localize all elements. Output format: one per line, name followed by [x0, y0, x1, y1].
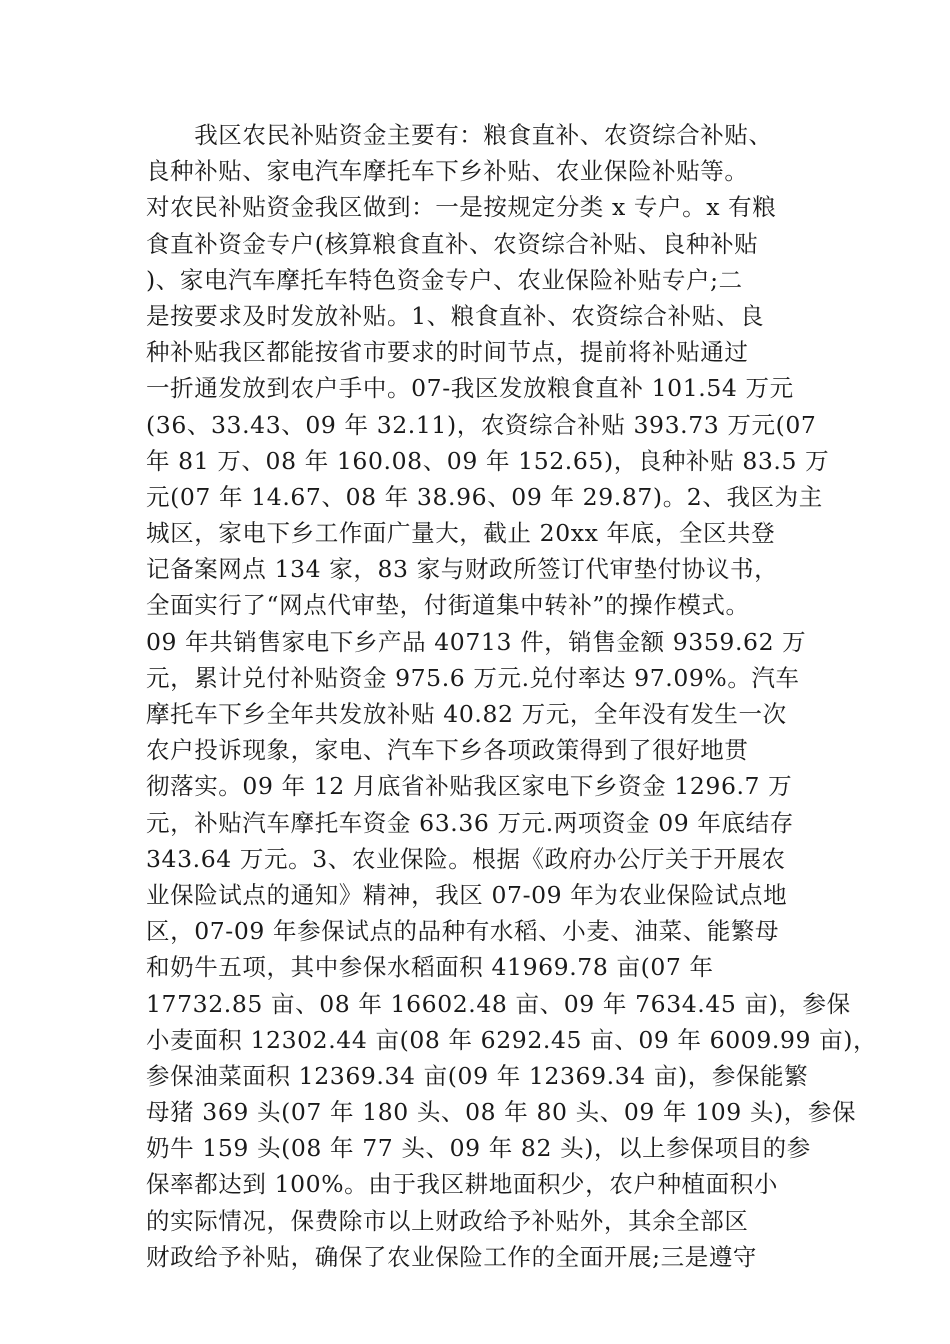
text-line: 09 年共销售家电下乡产品 40713 件，销售金额 9359.62 万 — [146, 627, 807, 656]
text-line: 母猪 369 头(07 年 180 头、08 年 80 头、09 年 109 头)，参保 — [146, 1098, 857, 1127]
text-line: 财政给予补贴，确保了农业保险工作的全面开展;三是遵守 — [146, 1242, 758, 1271]
text-line: 城区，家电下乡工作面广量大，截止 20xx 年底，全区共登 — [146, 519, 776, 548]
text-line: 小麦面积 12302.44 亩(08 年 6292.45 亩、09 年 6009.99 亩)， — [146, 1025, 878, 1054]
text-line: (36、33.43、09 年 32.11)，农资综合补贴 393.73 万元(07 — [146, 410, 817, 439]
body-paragraph — [146, 117, 878, 1275]
text-line: 元，累计兑付补贴资金 975.6 万元.兑付率达 97.09%。汽车 — [146, 663, 800, 692]
text-line: 食直补资金专户(核算粮食直补、农资综合补贴、良种补贴 — [146, 229, 759, 258]
text-line: 区，07-09 年参保试点的品种有水稻、小麦、油菜、能繁母 — [146, 917, 780, 946]
text-line: 种补贴我区都能按省市要求的时间节点，提前将补贴通过 — [146, 338, 749, 367]
text-line: 是按要求及时发放补贴。1、粮食直补、农资综合补贴、良 — [146, 301, 765, 330]
text-line: 记备案网点 134 家，83 家与财政所签订代审垫付协议书， — [146, 555, 779, 584]
text-line: 元，补贴汽车摩托车资金 63.36 万元.两项资金 09 年底结存 — [146, 808, 794, 837]
text-line: 奶牛 159 头(08 年 77 头、09 年 82 头)，以上参保项目的参 — [146, 1134, 811, 1163]
text-line: 业保险试点的通知》精神，我区 07-09 年为农业保险试点地 — [146, 880, 788, 909]
text-line: 参保油菜面积 12369.34 亩(09 年 12369.34 亩)，参保能繁 — [146, 1061, 809, 1090]
text-line: 17732.85 亩、08 年 16602.48 亩、09 年 7634.45 亩)，参保 — [146, 989, 851, 1018]
text-line: 农户投诉现象，家电、汽车下乡各项政策得到了很好地贯 — [146, 736, 749, 765]
text-line: 保率都达到 100%。由于我区耕地面积少，农户种植面积小 — [146, 1170, 778, 1199]
text-line: 全面实行了“网点代审垫，付街道集中转补”的操作模式。 — [146, 591, 750, 620]
text-line: 和奶牛五项，其中参保水稻面积 41969.78 亩(07 年 — [146, 953, 714, 982]
text-line: 年 81 万、08 年 160.08、09 年 152.65)，良种补贴 83.5 万 — [146, 446, 830, 475]
text-line: 彻落实。09 年 12 月底省补贴我区家电下乡资金 1296.7 万 — [146, 772, 793, 801]
text-line: 对农民补贴资金我区做到：一是按规定分类 x 专户。x 有粮 — [146, 193, 777, 222]
text-line: 我区农民补贴资金主要有：粮食直补、农资综合补贴、 — [146, 121, 773, 149]
text-line: 元(07 年 14.67、08 年 38.96、09 年 29.87)。2、我区为主 — [146, 482, 823, 511]
text-line: )、家电汽车摩托车特色资金专户、农业保险补贴专户;二 — [146, 265, 743, 294]
text-line: 的实际情况，保费除市以上财政给予补贴外，其余全部区 — [146, 1206, 749, 1235]
text-line: 343.64 万元。3、农业保险。根据《政府办公厅关于开展农 — [146, 844, 786, 873]
text-line: 摩托车下乡全年共发放补贴 40.82 万元，全年没有发生一次 — [146, 700, 787, 728]
text-line: 良种补贴、家电汽车摩托车下乡补贴、农业保险补贴等。 — [146, 157, 749, 186]
text-line: 一折通发放到农户手中。07-我区发放粮食直补 101.54 万元 — [146, 374, 794, 403]
